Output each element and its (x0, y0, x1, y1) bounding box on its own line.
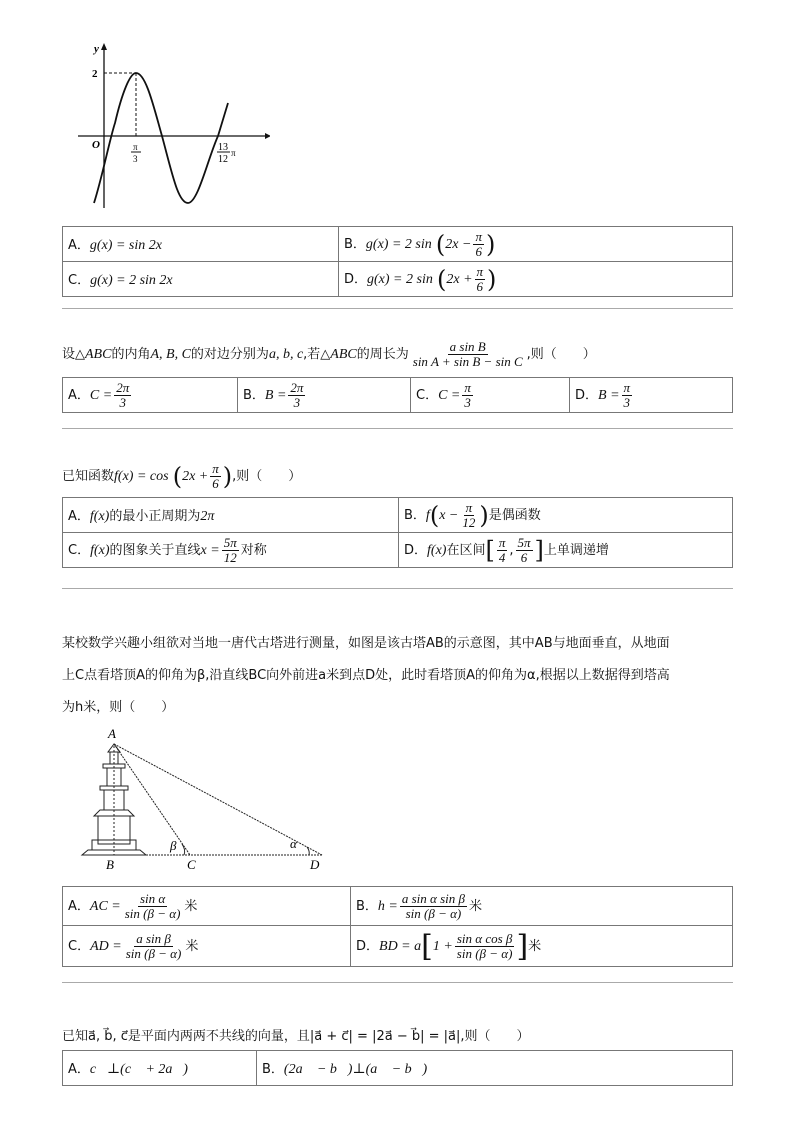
text: a, b, c (268, 347, 304, 362)
text: 2x + (446, 271, 473, 287)
text: π (475, 228, 482, 244)
text: 的最小正周期为 (109, 509, 201, 524)
text: 3 (464, 394, 471, 410)
text: 2x − (445, 236, 472, 252)
text: sin α cos β (456, 930, 513, 946)
y-tick-2: 2 (92, 68, 98, 80)
text: 的周长为 (356, 347, 409, 362)
q1-option-c[interactable] (63, 262, 339, 297)
text: 的对边分别为 (190, 347, 269, 362)
q1-options (62, 226, 733, 297)
text: ,若△ (303, 347, 331, 362)
text: 12 (462, 514, 476, 530)
text: B． (404, 507, 426, 523)
text: π (623, 379, 631, 395)
text: sin A + sin B − sin C (412, 354, 523, 369)
q5-option-a[interactable] (63, 1051, 257, 1086)
text: sin (β − α) (125, 945, 182, 961)
q4-options (62, 886, 733, 967)
text: B． (344, 236, 366, 252)
text: 3 (119, 394, 126, 410)
x-tick-13: 13 (218, 142, 228, 153)
text: 已知函数 (62, 469, 115, 484)
text: 上单调递增 (543, 542, 609, 558)
q4-stem-line2: 上C点看塔顶A的仰角为β,沿直线BC向外前进a米到点D处，此时看塔顶A的仰角为α,根据以上数据得到塔高 (62, 668, 670, 683)
text: C． (68, 542, 91, 558)
text: π (465, 499, 473, 515)
q2-options (62, 377, 733, 413)
text: 2π (200, 509, 215, 524)
text: AD = (90, 938, 122, 954)
text: g(x) = 2 sin (365, 236, 432, 252)
text: f(x) = cos (114, 469, 169, 484)
text: 对称 (240, 542, 267, 558)
divider (62, 428, 733, 429)
q3-option-a[interactable] (63, 498, 399, 533)
text: 2π (290, 379, 304, 395)
q4-option-d[interactable]: D．BD = a[1 + $\frac{\text{sin α cos β}}{\sin (\beta - \alpha)}$ ]米 (351, 926, 733, 967)
q2-option-a[interactable] (63, 378, 238, 413)
text: ,则（ ） (526, 347, 596, 362)
text: g(x) = 2 sin 2x (90, 273, 173, 288)
text: h = (377, 898, 398, 914)
text: a sin B (449, 339, 486, 354)
text: 的图象关于直线 (109, 542, 201, 558)
text: 5π (223, 534, 237, 550)
q3-stem: 已知函数f(x) = cos (2x + $\frac{\pi}{6}$ ),则（ ） (62, 461, 302, 491)
text: C． (416, 387, 439, 403)
q5-option-b[interactable] (257, 1051, 733, 1086)
q5-stem: 已知a⃗, b⃗, c⃗是平面内两两不共线的向量，且|a⃗ + c⃗| = |2a⃗ − b⃗| = |a⃗|,则（ ） (62, 1029, 530, 1044)
sine-graph (70, 38, 270, 210)
divider (62, 982, 733, 983)
text: B = (598, 387, 620, 403)
q2-stem (62, 340, 596, 369)
q3-option-d[interactable]: D．f(x)在区间[ $\frac{\pi}{4}$ , $\frac{5\pi}{6}$ ]上单调递增 (399, 533, 733, 568)
q3-options (62, 497, 733, 568)
q4-stem-line1: 某校数学兴趣小组欲对当地一唐代古塔进行测量，如图是该古塔AB的示意图，其中AB与地面垂直，从地面 (62, 636, 670, 651)
text: sin (β − α) (405, 905, 462, 921)
text: π (212, 461, 219, 476)
angle-alpha-label: α (290, 836, 297, 851)
q4-option-b[interactable] (351, 887, 733, 926)
text: c⃗⊥(c⃗ + 2a⃗) (89, 1062, 188, 1077)
x-tick-12: 12 (218, 154, 228, 165)
text: (2a⃗ − b⃗)⊥(a⃗ − b⃗) (283, 1062, 428, 1077)
point-c-label: C (187, 857, 196, 872)
q1-option-b[interactable]: B．g(x) = 2 sin (2x − $\frac{\pi}{6}$ ) (339, 227, 733, 262)
text: 5π (517, 534, 531, 550)
text: 的内角 (111, 347, 151, 362)
text: A． (68, 1062, 90, 1077)
text: a sin α sin β (401, 890, 466, 906)
x-tick-pi: π (133, 142, 138, 152)
text: A． (68, 509, 90, 524)
text: C = (89, 387, 113, 403)
text: C = (438, 387, 461, 403)
text: 米 (184, 898, 198, 914)
q3-option-b[interactable]: B．f(x − $\frac{\pi}{12}$ )是偶函数 (399, 498, 733, 533)
point-b-label: B (106, 857, 114, 872)
text: g(x) = sin 2x (89, 238, 162, 253)
q2-option-b[interactable] (238, 378, 411, 413)
tower-figure (70, 722, 340, 872)
q2-option-c[interactable] (411, 378, 570, 413)
text: 6 (476, 278, 484, 294)
text: B = (264, 387, 287, 403)
text: sin α (139, 890, 166, 906)
text: D． (344, 271, 368, 287)
x-tick-pi-suffix: π (231, 148, 236, 158)
point-a-label: A (108, 726, 116, 741)
text: f (425, 507, 430, 523)
text: ABC (330, 347, 357, 362)
text: 3 (623, 394, 631, 410)
point-d-label: D (310, 857, 320, 872)
text: 米 (185, 938, 199, 954)
text: 在区间 (446, 542, 486, 558)
q1-option-a[interactable] (63, 227, 339, 262)
x-tick-pi-den: 3 (133, 154, 138, 164)
text: f(x) (427, 542, 447, 558)
text: C． (68, 273, 91, 288)
text: 6 (520, 549, 528, 565)
text: sin (β − α) (456, 945, 513, 961)
text: 1 + (432, 938, 453, 954)
text: A, B, C (150, 347, 191, 362)
text: 米 (469, 898, 483, 914)
text: f(x) (89, 509, 110, 524)
q3-option-c[interactable] (63, 533, 399, 568)
text: 12 (223, 549, 237, 565)
text: 设△ (62, 347, 85, 362)
text: B． (243, 387, 265, 403)
text: 是偶函数 (488, 507, 541, 523)
text: π (476, 263, 484, 279)
text: D． (356, 938, 380, 954)
text: 2x + (182, 469, 209, 484)
text: 6 (475, 243, 482, 259)
text: x − (439, 507, 459, 523)
divider (62, 308, 733, 309)
text: C． (68, 938, 91, 954)
text: ,则（ ） (232, 469, 302, 484)
q2-option-d[interactable] (570, 378, 733, 413)
text: BD = a (379, 938, 422, 954)
text: ABC (85, 347, 112, 362)
text: A． (68, 238, 90, 253)
text: x = (200, 542, 220, 558)
y-axis-label: y (94, 43, 99, 55)
text: 4 (498, 549, 506, 565)
q5-options (62, 1050, 733, 1086)
text: B． (262, 1062, 284, 1077)
q4-option-a[interactable] (63, 887, 351, 926)
text: 2π (116, 379, 130, 395)
text: f(x) (90, 542, 110, 558)
text: 6 (212, 476, 219, 491)
text: g(x) = 2 sin (367, 271, 433, 287)
q1-option-d[interactable]: D．g(x) = 2 sin (2x + $\frac{\pi}{6}$ ) (339, 262, 733, 297)
text: A． (68, 387, 90, 403)
text: 米 (528, 938, 542, 954)
text: a sin β (136, 930, 171, 946)
divider (62, 588, 733, 589)
q4-stem-line3: 为h米，则（ ） (62, 700, 175, 715)
text: sin (β − α) (124, 905, 181, 921)
angle-beta-label: β (170, 838, 177, 853)
origin-label: O (92, 139, 100, 151)
text: A． (68, 898, 90, 914)
text: 3 (293, 394, 301, 410)
text: AC = (89, 898, 121, 914)
q4-option-c[interactable] (63, 926, 351, 967)
text: π (464, 379, 471, 395)
text: D． (404, 542, 428, 558)
text: D． (575, 387, 599, 403)
text: B． (356, 898, 378, 914)
text: π (498, 534, 506, 550)
